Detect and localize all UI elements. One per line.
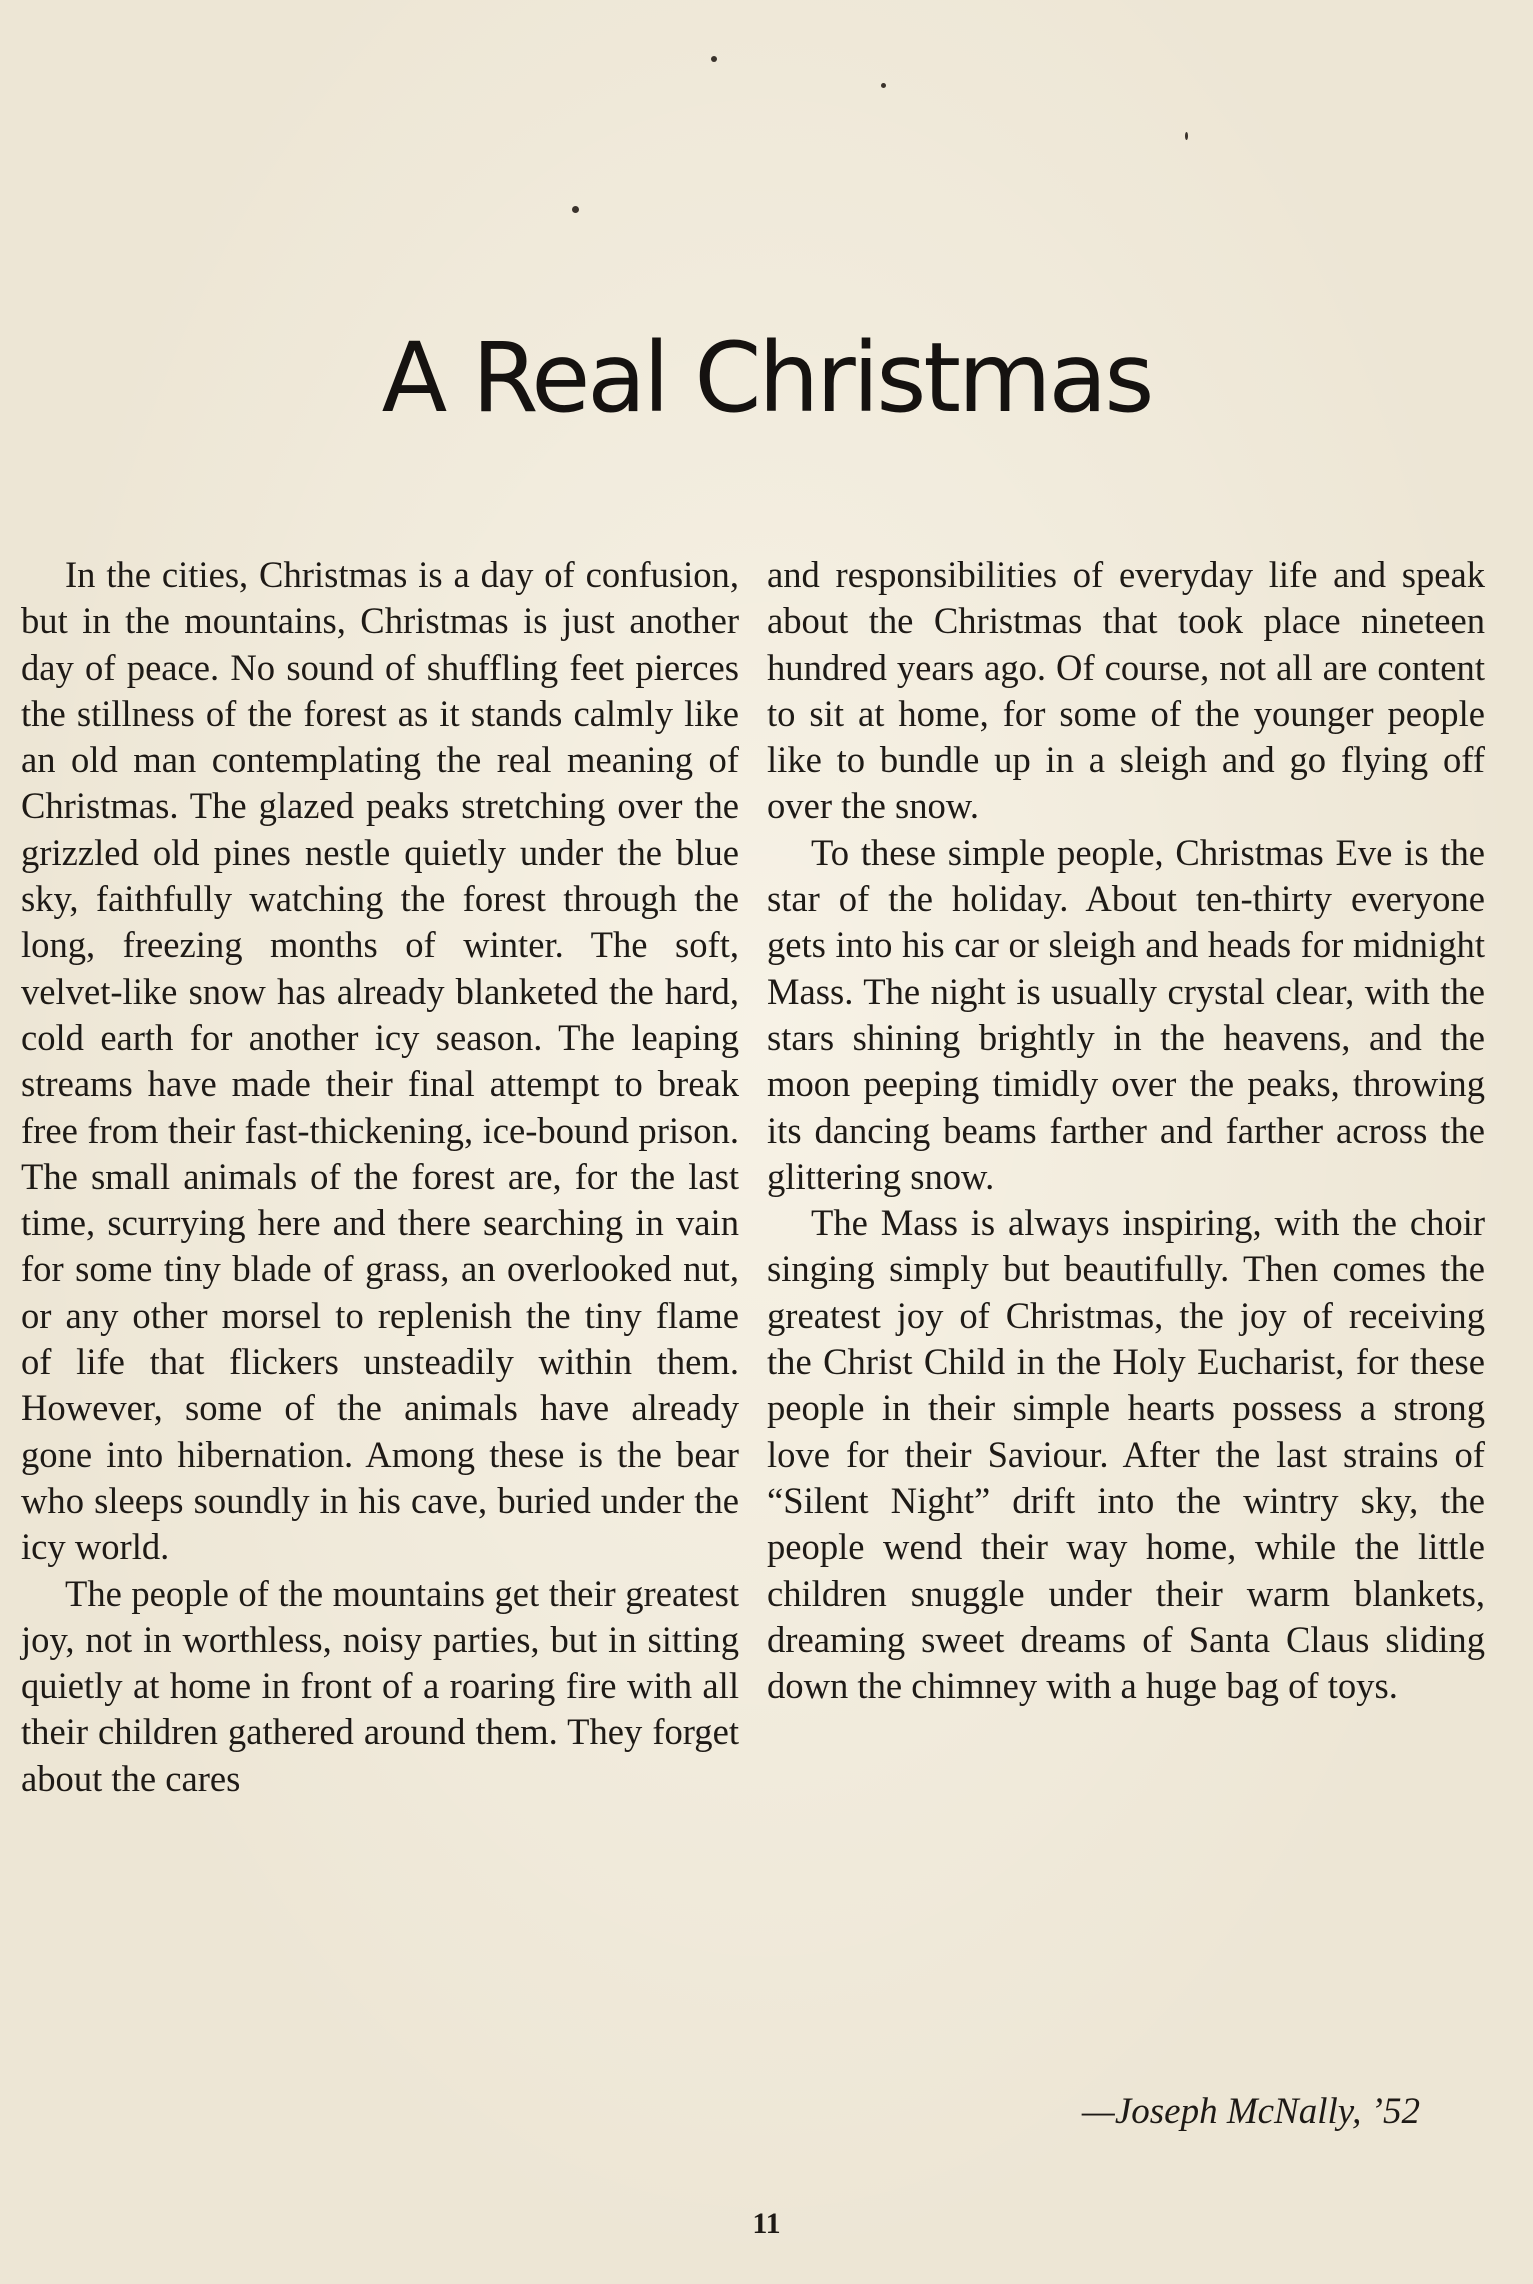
right-column bbox=[767, 552, 1485, 1709]
paragraph: To these simple people, Christmas Eve is the star of the holiday. About ten-thirty everyone gets into his car or sleigh and heads for midnight Mass. The night is usually crystal clear, with the stars shining brightly in the heavens, and the moon peeping timidly over the peaks, throwing its dancing beams farther and farther across the glittering snow. bbox=[767, 831, 1485, 1197]
ink-speck bbox=[1185, 132, 1188, 140]
paragraph: In the cities, Christmas is a day of confusion, but in the mountains, Christmas is just another day of peace. No sound of shuffling feet pierces the stillness of the forest as it stands calmly like an old man contemplating the real meaning of Christmas. The glazed peaks stretching over the grizzled old pines nestle quietly under the blue sky, faithfully watching the forest through the long, freezing months of winter. The soft, velvet-like snow has already blanketed the hard, cold earth for another icy season. The leaping streams have made their final attempt to break free from their fast-thickening, ice-bound prison. The small animals of the forest are, for the last time, scurrying here and there searching in vain for some tiny blade of grass, an overlooked nut, or any other morsel to replenish the tiny flame of life that flickers unsteadily within them. However, some of the animals have already gone into hibernation. Among these is the bear who sleeps soundly in his cave, buried under the icy world. bbox=[21, 554, 739, 1568]
paragraph: The people of the mountains get their greatest joy, not in worthless, noisy parties, but in sitting quietly at home in front of a roaring fire with all their children gathered around them. They forget about the cares bbox=[21, 1572, 739, 1799]
page-number: 11 bbox=[752, 2207, 781, 2240]
article-title: A Real Christmas bbox=[381, 322, 1152, 434]
paragraph-continued: and responsibilities of everyday life and speak about the Christmas that took place nineteen hundred years ago. Of course, not all are content to sit at home, for some of the younger people like to bundle up in a sleigh and go flying off over the snow. bbox=[767, 554, 1485, 827]
ink-speck bbox=[881, 83, 886, 88]
author-signature: —Joseph McNally, ’52 bbox=[1081, 2091, 1420, 2132]
paragraph: The Mass is always inspiring, with the choir singing simply but beautifully. Then comes the greatest joy of Christmas, the joy of receiving the Christ Child in the Holy Eucharist, for these people in their simple hearts possess a strong love for their Saviour. After the last strains of “Silent Night” drift into the wintry sky, the people wend their way home, while the little children snuggle under their warm blankets, dreaming sweet dreams of Santa Claus sliding down the chimney with a huge bag of toys. bbox=[767, 1202, 1485, 1707]
left-column bbox=[21, 552, 739, 1802]
ink-speck bbox=[572, 206, 579, 213]
ink-speck bbox=[711, 56, 717, 62]
